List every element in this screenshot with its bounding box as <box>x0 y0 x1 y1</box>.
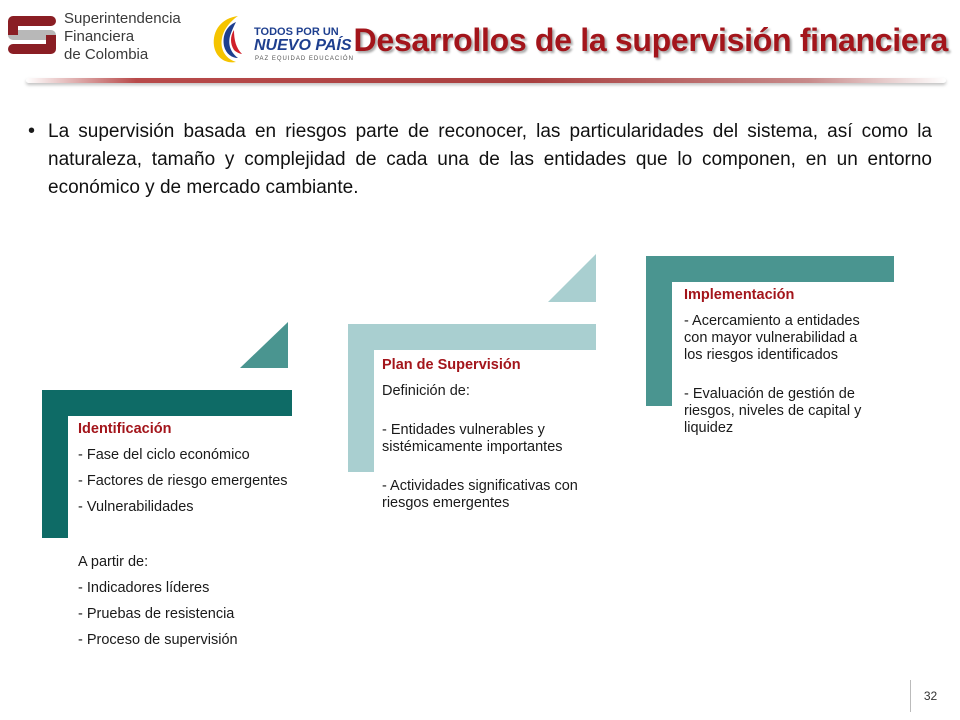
step-3-top-bar <box>646 256 894 282</box>
government-logo <box>208 12 354 68</box>
step-3-line: - Acercamiento a entidades <box>684 313 860 329</box>
step-2-line <box>382 400 578 417</box>
step-3-line <box>684 364 861 381</box>
step-1-line: - Indicadores líderes <box>78 580 210 596</box>
sfc-emblem-icon <box>6 12 58 62</box>
step-3-line: los riesgos identificados <box>684 347 838 363</box>
step-1-line: - Vulnerabilidades <box>78 499 194 515</box>
step-1-line <box>78 525 288 542</box>
step-3-line: liquidez <box>684 420 734 436</box>
step-1-line: - Fase del ciclo económico <box>78 447 250 463</box>
step-3-side-bar <box>646 256 672 406</box>
step-2-triangle <box>548 254 596 302</box>
step-1-line: - Pruebas de resistencia <box>78 606 235 622</box>
step-2-line: Definición de: <box>382 383 470 399</box>
step-3-line: - Evaluación de gestión de <box>684 386 855 402</box>
step-implementacion <box>684 287 861 437</box>
gov-logo-line-2: NUEVO PAÍS <box>254 37 352 54</box>
step-2-side-bar <box>348 324 374 472</box>
step-1-line: - Factores de riesgo emergentes <box>78 473 288 489</box>
sfc-logo-line-1: Superintendencia <box>64 10 181 27</box>
step-2-line: sistémicamente importantes <box>382 439 563 455</box>
step-2-line: - Entidades vulnerables y <box>382 422 545 438</box>
bullet-dot-icon: • <box>28 120 36 142</box>
step-2-top-bar <box>348 324 596 350</box>
sfc-logo-line-3: de Colombia <box>64 46 149 63</box>
step-plan-de-supervision <box>382 357 578 512</box>
step-3-line: riesgos, niveles de capital y <box>684 403 862 419</box>
gov-logo-line-3: PAZ EQUIDAD EDUCACIÓN <box>255 56 354 62</box>
intro-bullet <box>28 118 932 202</box>
gov-logo-line-1: TODOS POR UN <box>254 26 339 38</box>
step-1-top-bar <box>42 390 292 416</box>
title-divider <box>26 78 946 83</box>
step-1-line: A partir de: <box>78 554 149 570</box>
slide-title: Desarrollos de la supervisión financiera <box>353 22 948 58</box>
intro-bullet-text: La supervisión basada en riesgos parte de reconocer, las particularidades del sistema, así como la naturaleza, tamaño y complejidad de cada una de las entidades que lo componen, en un entorno económico y de mercado cambiante. <box>48 121 932 198</box>
step-2-title: Plan de Supervisión <box>382 357 521 373</box>
page-number: 32 <box>910 680 950 712</box>
step-1-line: - Proceso de supervisión <box>78 632 238 648</box>
step-2-line: - Actividades significativas con <box>382 478 578 494</box>
step-3-title: Implementación <box>684 287 795 303</box>
step-2-line: riesgos emergentes <box>382 495 510 511</box>
step-2-line <box>382 456 578 473</box>
step-1-triangle <box>240 322 288 368</box>
step-identificacion <box>78 421 288 649</box>
sfc-logo-line-2: Financiera <box>64 28 135 45</box>
step-3-line: con mayor vulnerabilidad a <box>684 330 858 346</box>
step-1-title: Identificación <box>78 421 172 437</box>
sfc-logo <box>6 8 181 66</box>
flag-bird-icon <box>208 12 254 68</box>
step-1-side-bar <box>42 390 68 538</box>
